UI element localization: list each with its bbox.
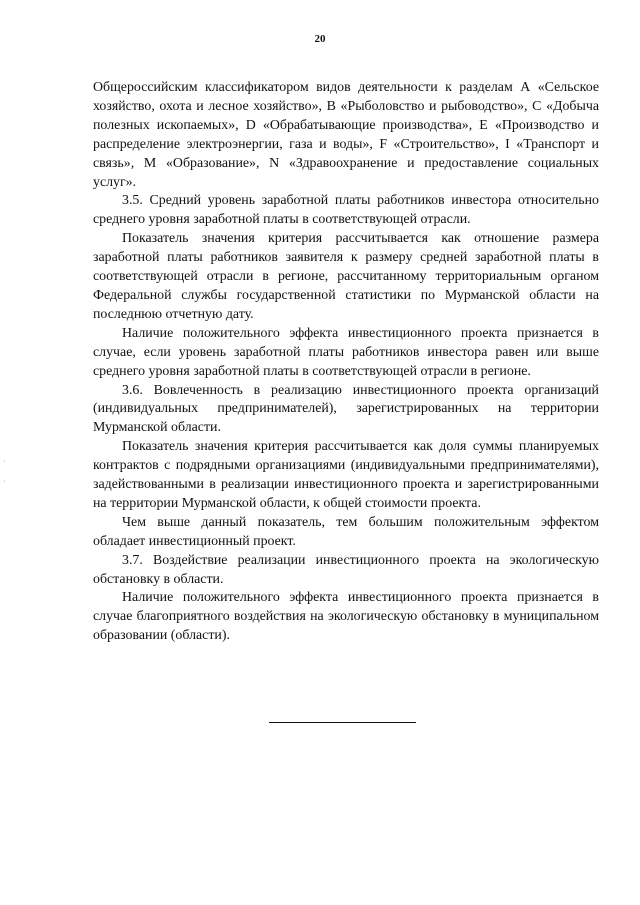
paragraph-3-5-positive-effect: Наличие положительного эффекта инвестиционного проекта признается в случае, если уровень заработной платы работников инвестора равен или выше среднего уровня заработной платы в соответствующей отрасли в регионе. [93,325,599,379]
paragraph-classifier-continuation: Общероссийским классификатором видов деятельности к разделам А «Сельское хозяйство, охота и лесное хозяйство», В «Рыболовство и рыбоводство», С «Добыча полезных ископаемых», D «Обрабатывающие производства», Е «Производство и распределение электроэнергии, газа и воды», F «Строительство», I «Транспорт и связь», М «Образование», N «Здравоохранение и предоставление социальных услуг». [93,80,599,190]
end-of-text-divider [269,722,416,723]
paragraph-3-7-positive-effect: Наличие положительного эффекта инвестиционного проекта признается в случае благоприятного воздействия на экологическую обстановку в муниципальном образовании (области). [93,590,599,644]
paragraph-criterion-3-6: 3.6. Вовлеченность в реализацию инвестиционного проекта организаций (индивидуальных предпринимателей), зарегистрированных на территории Мурманской области. [93,382,599,436]
paragraph-3-6-calculation: Показатель значения критерия рассчитывается как доля суммы планируемых контрактов с подрядными организациями (индивидуальными предпринимателями), задействованными в реализации инвестиционного проекта и зарегистрированными на территории Мурманской области, к общей стоимости проекта. [93,439,599,511]
paragraph-criterion-3-5: 3.5. Средний уровень заработной платы работников инвестора относительно среднего уровня заработной платы в соответствующей отрасли. [93,193,599,228]
scan-margin-mark: · [3,477,6,486]
paragraph-3-6-effect: Чем выше данный показатель, тем большим положительным эффектом обладает инвестиционный проект. [93,514,599,549]
paragraph-3-5-calculation: Показатель значения критерия рассчитывается как отношение размера заработной платы работников заявителя к размеру средней заработной платы в соответствующей отрасли в регионе, рассчитанному территориальным органом Федеральной службы государственной статистики по Мурманской области на последнюю отчетную дату. [93,231,599,322]
page-number: 20 [314,33,326,45]
paragraph-criterion-3-7: 3.7. Воздействие реализации инвестиционного проекта на экологическую обстановку в области. [93,552,599,587]
document-body [93,79,599,646]
scan-margin-mark: · [3,457,6,466]
